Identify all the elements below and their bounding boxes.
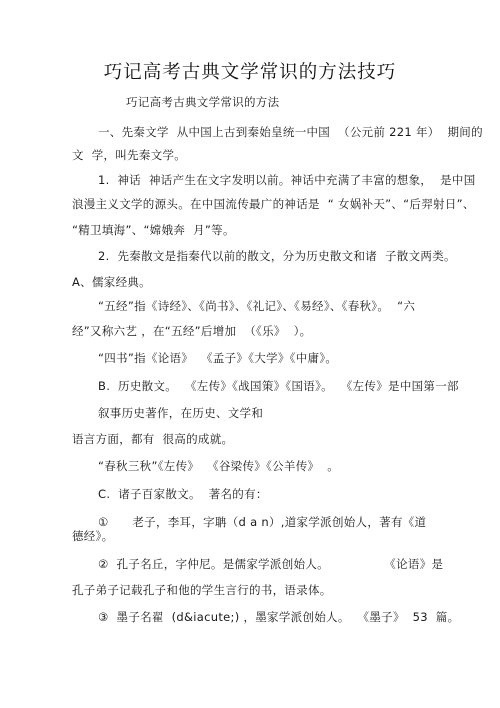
- paragraph-line: “四书”指《论语》 《孟子》《大学》《中庸》。: [98, 351, 338, 365]
- document-subtitle: 巧记高考古典文学常识的方法: [126, 95, 280, 109]
- list-item: ① 老子，李耳，字聃（d a n）,道家学派创始人，著有《道: [98, 515, 427, 529]
- paragraph-line: 浪漫主义文学的源头。在中国流传最广的神话是 “ 女娲补天”、“后羿射日”、: [72, 197, 475, 211]
- paragraph-line: 一、先秦文学 从中国上古到秦始皇统一中国 （公元前 221 年） 期间的: [98, 125, 483, 139]
- paragraph-line: 叙事历史著作，在历史、文学和: [98, 406, 264, 420]
- paragraph-line: 经”又称六艺 ，在“五经”后增加 （《乐》 ）。: [72, 324, 312, 338]
- section-heading: A、儒家经典。: [72, 275, 151, 289]
- paragraph-line: 1. 神话 神话产生在文字发明以前。神话中充满了丰富的想象， 是中国: [98, 173, 476, 187]
- list-item: ③ 墨子名翟 (d&iacute;) ，墨家学派创始人。 《墨子》 53 篇。: [98, 610, 460, 624]
- list-item-continuation: 德经》。: [72, 529, 114, 543]
- section-heading: C. 诸子百家散文。 著名的有：: [98, 487, 268, 501]
- paragraph-line: “精卫填海”、“嫦娥奔 月”等。: [72, 223, 235, 237]
- list-item-continuation: 孔子弟子记载孔子和他的学生言行的书，语录体。: [72, 583, 332, 597]
- paragraph-line: 文 学，叫先秦文学。: [72, 148, 187, 162]
- list-item: ② 孔子名丘，字仲尼。是儒家学派创始人。 《论语》是: [98, 557, 444, 571]
- paragraph-line: B. 历史散文。 《左传》《战国策》《国语》。 《左传》是中国第一部: [98, 379, 459, 393]
- paragraph-line: 语言方面，都有 很高的成就。: [72, 432, 234, 446]
- paragraph-line: “五经”指《诗经》、《尚书》、《礼记》、《易经》、《春秋》。 “六: [98, 299, 416, 313]
- paragraph-line: “春秋三秋”《左传》 《谷梁传》《公羊传》 。: [98, 459, 340, 473]
- document-title: 巧记高考古典文学常识的方法技巧: [103, 62, 397, 83]
- paragraph-line: 2. 先秦散文是指秦代以前的散文，分为历史散文和诸 子散文两类。: [98, 249, 456, 263]
